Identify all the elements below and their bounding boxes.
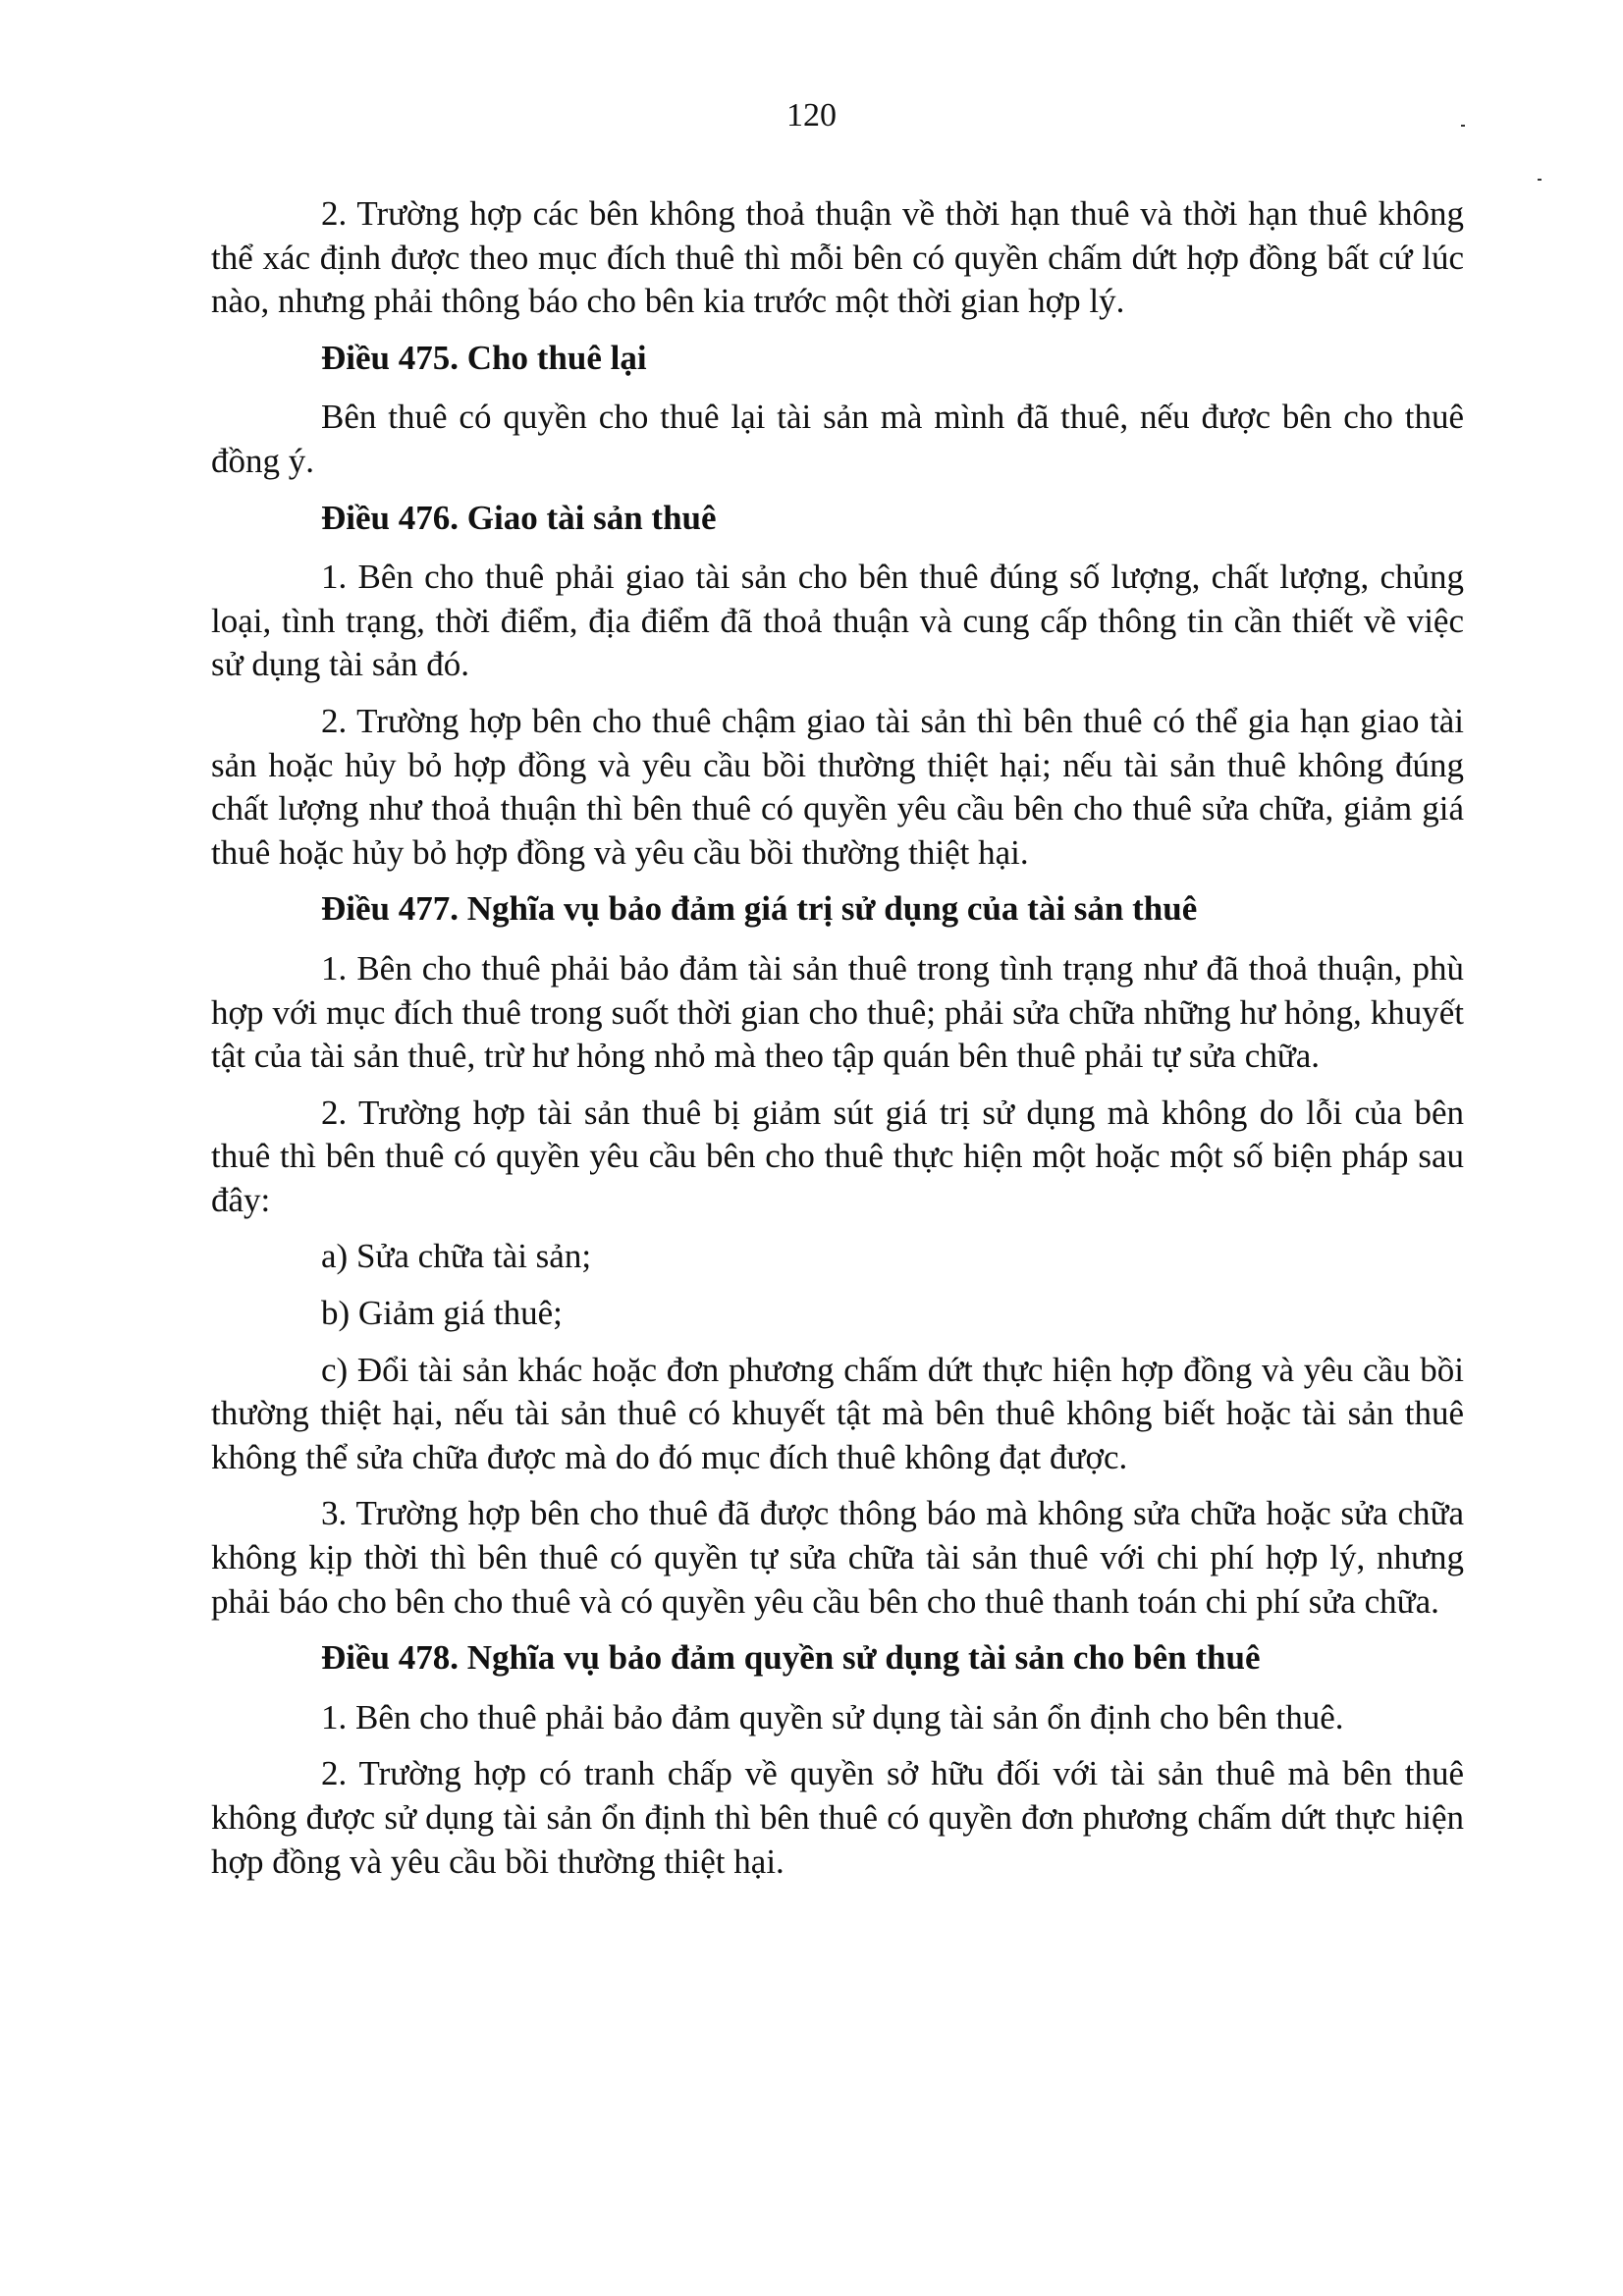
paragraph: 2. Trường hợp các bên không thoả thuận về thời hạn thuê và thời hạn thuê không thể xác định được theo mục đích thuê thì mỗi bên có quyền chấm dứt hợp đồng bất cứ lúc nào, nhưng phải thông báo cho bên kia trước một thời gian hợp lý.: [211, 194, 1464, 321]
page-number: 120: [786, 97, 837, 133]
list-item-b: b) Giảm giá thuê;: [321, 1294, 563, 1333]
paragraph: 2. Trường hợp có tranh chấp về quyền sở hữu đối với tài sản thuê mà bên thuê không được sử dụng tài sản ổn định thì bên thuê có quyền đơn phương chấm dứt thực hiện hợp đồng và yêu cầu bồi thường thiệt hại.: [211, 1754, 1464, 1881]
list-item-a: a) Sửa chữa tài sản;: [321, 1237, 592, 1276]
document-body: [211, 192, 1464, 1896]
paragraph: 1. Bên cho thuê phải giao tài sản cho bên thuê đúng số lượng, chất lượng, chủng loại, tình trạng, thời điểm, địa điểm đã thoả thuận và cung cấp thông tin cần thiết về việc sử dụng tài sản đó.: [211, 558, 1464, 684]
paragraph: 3. Trường hợp bên cho thuê đã được thông báo mà không sửa chữa hoặc sửa chữa không kịp thời thì bên thuê có quyền tự sửa chữa tài sản thuê với chi phí hợp lý, nhưng phải báo cho bên cho thuê và có quyền yêu cầu bên cho thuê thanh toán chi phí sửa chữa.: [211, 1494, 1464, 1621]
paragraph: 1. Bên cho thuê phải bảo đảm tài sản thuê trong tình trạng như đã thoả thuận, phù hợp với mục đích thuê trong suốt thời gian cho thuê; phải sửa chữa những hư hỏng, khuyết tật của tài sản thuê, trừ hư hỏng nhỏ mà theo tập quán bên thuê phải tự sửa chữa.: [211, 948, 1464, 1076]
scan-speck: [1538, 179, 1542, 181]
article-heading-476: Điều 476. Giao tài sản thuê: [321, 498, 717, 537]
paragraph: 1. Bên cho thuê phải bảo đảm quyền sử dụng tài sản ổn định cho bên thuê.: [321, 1697, 1344, 1736]
paragraph: 2. Trường hợp tài sản thuê bị giảm sút giá trị sử dụng mà không do lỗi của bên thuê thì bên thuê có quyền yêu cầu bên cho thuê thực hiện một hoặc một số biện pháp sau đây:: [211, 1093, 1464, 1219]
article-heading-478: Điều 478. Nghĩa vụ bảo đảm quyền sử dụng tài sản cho bên thuê: [321, 1638, 1261, 1678]
paragraph: 2. Trường hợp bên cho thuê chậm giao tài sản thì bên thuê có thể gia hạn giao tài sản hoặc hủy bỏ hợp đồng và yêu cầu bồi thường thiệt hại; nếu tài sản thuê không đúng chất lượng như thoả thuận thì bên thuê có quyền yêu cầu bên cho thuê sửa chữa, giảm giá thuê hoặc hủy bỏ hợp đồng và yêu cầu bồi thường thiệt hại.: [211, 701, 1464, 872]
paragraph: Bên thuê có quyền cho thuê lại tài sản mà mình đã thuê, nếu được bên cho thuê đồng ý.: [211, 398, 1464, 480]
article-heading-477: Điều 477. Nghĩa vụ bảo đảm giá trị sử dụng của tài sản thuê: [321, 889, 1198, 929]
scan-speck: [1461, 125, 1465, 127]
article-heading-475: Điều 475. Cho thuê lại: [321, 338, 647, 377]
list-item-c: c) Đổi tài sản khác hoặc đơn phương chấm dứt thực hiện hợp đồng và yêu cầu bồi thường thiệt hại, nếu tài sản thuê có khuyết tật mà bên thuê không biết hoặc tài sản thuê không thể sửa chữa được mà do đó mục đích thuê không đạt được.: [211, 1350, 1464, 1476]
